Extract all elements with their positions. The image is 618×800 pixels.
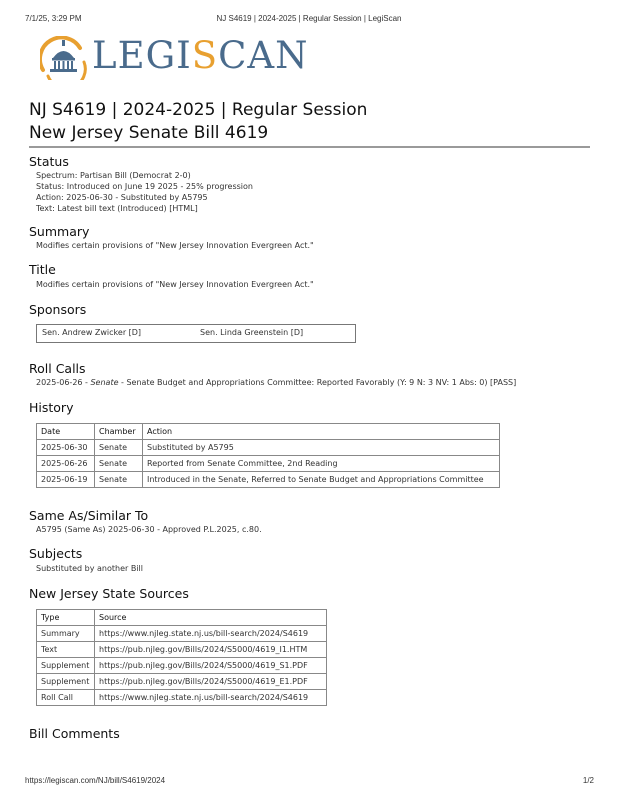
roll-call-date: 2025-06-26 - [36, 378, 91, 387]
print-timestamp: 7/1/25, 3:29 PM [25, 14, 82, 23]
status-spectrum: Spectrum: Partisan Bill (Democrat 2-0) [36, 171, 191, 180]
source-link[interactable]: https://pub.njleg.gov/Bills/2024/S5000/4619_E1.PDF [95, 674, 327, 690]
subject-link[interactable]: Substituted by another Bill [36, 564, 143, 573]
sponsors-heading: Sponsors [29, 302, 87, 317]
col-header-action: Action [143, 424, 500, 440]
table-row [37, 440, 500, 456]
history-heading: History [29, 400, 74, 415]
page-number: 1/2 [582, 776, 594, 785]
sources-table [36, 609, 327, 706]
col-header-chamber: Chamber [95, 424, 143, 440]
history-chamber: Senate [95, 440, 143, 456]
source-type: Text [37, 642, 95, 658]
capitol-dome-icon [40, 36, 88, 80]
source-type: Supplement [37, 658, 95, 674]
summary-text: Modifies certain provisions of "New Jersey Innovation Evergreen Act." [36, 241, 314, 250]
page-title: NJ S4619 | 2024-2025 | Regular Session [29, 100, 368, 120]
table-row [37, 456, 500, 472]
history-action: Introduced in the Senate, Referred to Senate Budget and Appropriations Committee [143, 472, 500, 488]
summary-heading: Summary [29, 224, 90, 239]
print-url: https://legiscan.com/NJ/bill/S4619/2024 [25, 776, 166, 785]
source-type: Supplement [37, 674, 95, 690]
history-date: 2025-06-30 [37, 440, 95, 456]
table-row [37, 472, 500, 488]
table-row [37, 690, 327, 706]
table-row [37, 658, 327, 674]
col-header-date: Date [37, 424, 95, 440]
page-subtitle: New Jersey Senate Bill 4619 [29, 123, 269, 143]
sponsor-link[interactable]: Sen. Linda Greenstein [D] [200, 328, 304, 337]
table-row [37, 674, 327, 690]
legiscan-logo[interactable] [40, 34, 309, 80]
title-divider [29, 146, 590, 148]
history-action: Substituted by A5795 [143, 440, 500, 456]
bill-comments-heading: Bill Comments [29, 726, 120, 741]
col-header-source: Source [95, 610, 327, 626]
sponsor-link[interactable]: Sen. Andrew Zwicker [D] [42, 328, 142, 337]
same-as-text[interactable]: A5795 (Same As) 2025-06-30 - Approved P.L.2025, c.80. [36, 525, 262, 534]
status-heading: Status [29, 154, 69, 169]
source-link[interactable]: https://www.njleg.state.nj.us/bill-search/2024/S4619 [95, 626, 327, 642]
history-chamber: Senate [95, 472, 143, 488]
source-link[interactable]: https://www.njleg.state.nj.us/bill-search/2024/S4619 [95, 690, 327, 706]
status-text-link[interactable]: Text: Latest bill text (Introduced) [HTML] [36, 204, 198, 213]
logo-text-legi: LEGI [92, 34, 192, 77]
table-row [37, 626, 327, 642]
table-row [37, 642, 327, 658]
source-type: Roll Call [37, 690, 95, 706]
table-header-row [37, 424, 500, 440]
history-table [36, 423, 500, 488]
history-date: 2025-06-19 [37, 472, 95, 488]
logo-wordmark [92, 34, 309, 77]
status-line: Status: Introduced on June 19 2025 - 25% progression [36, 182, 253, 191]
source-type: Summary [37, 626, 95, 642]
title-heading: Title [29, 262, 56, 277]
history-chamber: Senate [95, 456, 143, 472]
title-text: Modifies certain provisions of "New Jersey Innovation Evergreen Act." [36, 280, 314, 289]
table-header-row [37, 610, 327, 626]
same-as-heading: Same As/Similar To [29, 508, 149, 523]
roll-call-entry[interactable] [36, 378, 516, 388]
roll-calls-heading: Roll Calls [29, 361, 86, 376]
roll-call-chamber: Senate [90, 378, 119, 387]
history-date: 2025-06-26 [37, 456, 95, 472]
history-action: Reported from Senate Committee, 2nd Reading [143, 456, 500, 472]
sponsors-box [36, 324, 356, 343]
logo-text-can: CAN [218, 34, 309, 77]
subjects-heading: Subjects [29, 546, 83, 561]
sources-heading: New Jersey State Sources [29, 586, 189, 601]
source-link[interactable]: https://pub.njleg.gov/Bills/2024/S5000/4619_S1.PDF [95, 658, 327, 674]
roll-call-text: - Senate Budget and Appropriations Committee: Reported Favorably (Y: 9 N: 3 NV: 1 Abs: 0) [PASS] [118, 378, 517, 387]
source-link[interactable]: https://pub.njleg.gov/Bills/2024/S5000/4619_I1.HTM [95, 642, 327, 658]
print-page-title: NJ S4619 | 2024-2025 | Regular Session | LegiScan [216, 14, 402, 23]
status-action[interactable]: Action: 2025-06-30 - Substituted by A5795 [36, 193, 208, 202]
col-header-type: Type [37, 610, 95, 626]
logo-text-s: S [191, 34, 219, 77]
